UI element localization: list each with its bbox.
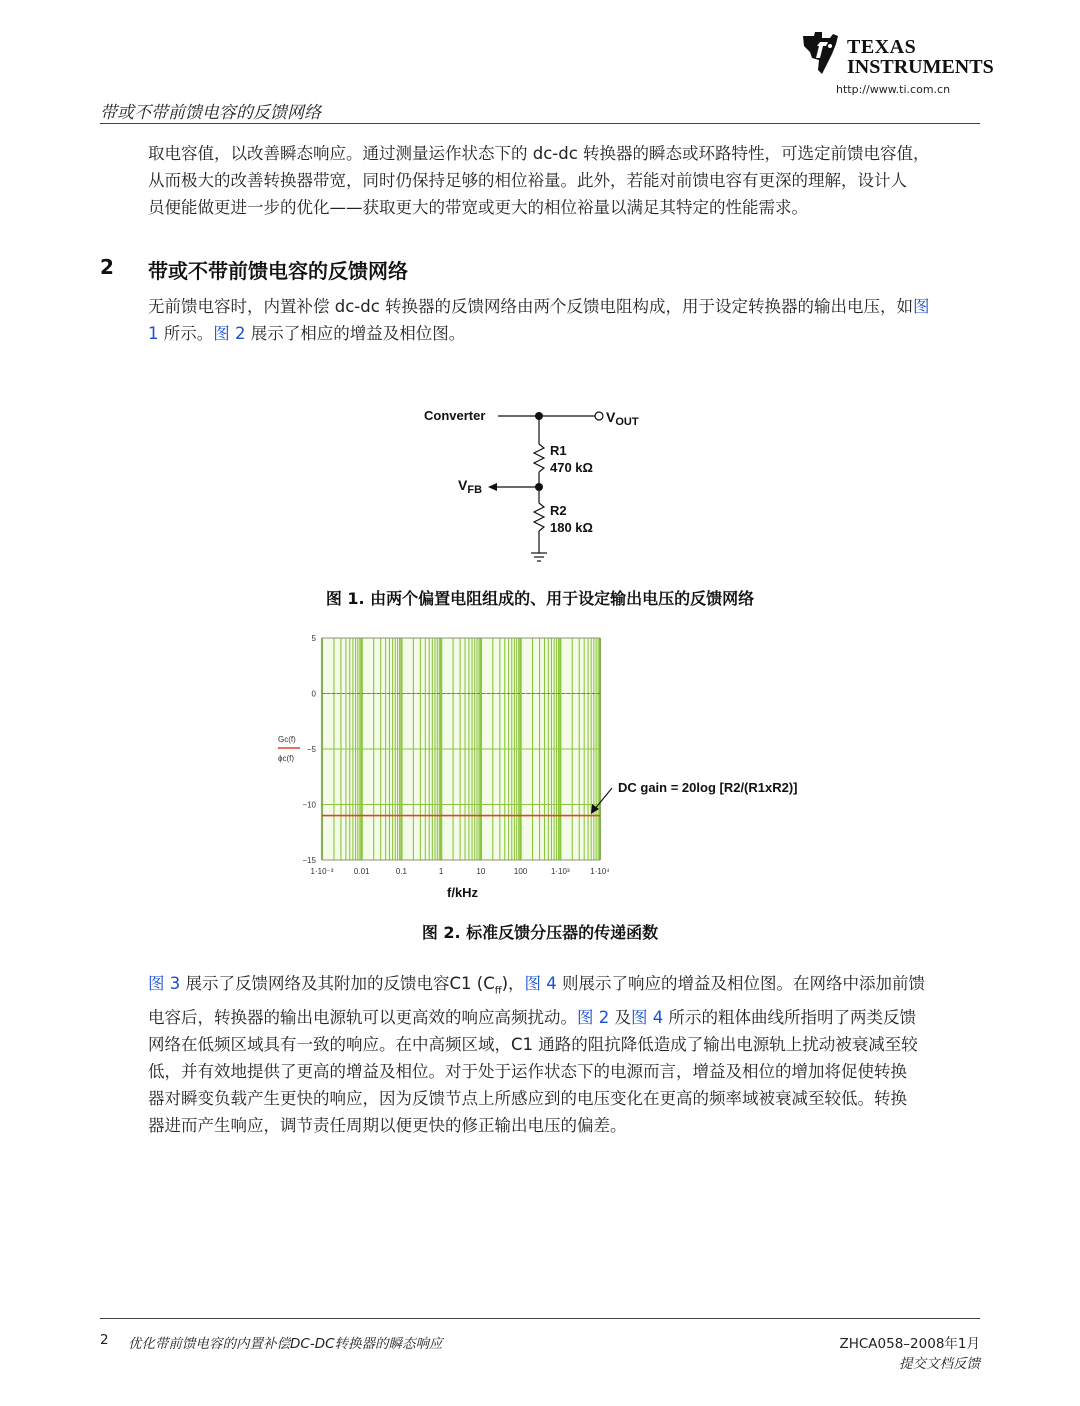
figure-1-link-part[interactable]: 图 [913,297,930,316]
body2-line-4: 低，并有效地提供了更高的增益及相位。对于处于运作状态下的电源而言，增益及相位的增加将促使转换 [148,1062,907,1082]
running-header-title: 带或不带前馈电容的反馈网络 [100,103,321,123]
logo-text-texas: TEXAS [847,36,917,58]
legend-gain: Gc(f) [278,735,296,744]
x-tick-label: 100 [513,867,528,876]
ti-logo [800,30,994,80]
figure-4-link-b[interactable]: 图 4 [631,1008,664,1028]
resistor-r2 [534,503,544,531]
y-tick-label: 5 [311,634,316,643]
header-rule [100,123,980,124]
figure-2-chart [270,630,830,910]
body2-text-1c: 则展示了响应的增益及相位图。在网络中添加前馈 [556,974,926,993]
body2-line-5: 器对瞬变负载产生更快的响应，因为反馈节点上所感应到的电压变化在更高的频率域被衰减至较低。转换 [148,1089,907,1109]
converter-label: Converter [424,408,486,423]
header-url[interactable]: http://www.ti.com.cn [836,83,951,96]
r2-value: 180 kΩ [550,520,593,535]
section-para-text-3: 展示了相应的增益及相位图。 [245,324,466,343]
figure-1-link-number[interactable]: 1 [148,324,159,343]
legend-phase: ϕc(f) [278,754,295,763]
ground-icon [531,553,547,561]
body2-text-1a: 展示了反馈网络及其附加的反馈电容C1 (C [180,974,495,993]
section-para-line-1 [148,293,988,320]
chart-grid [322,638,600,860]
vout-terminal [595,412,603,420]
footer-doc-id: ZHCA058–2008年1月 [839,1336,980,1352]
figure-4-link[interactable]: 图 4 [524,974,557,993]
section-para-text-2: 所示。 [158,324,214,343]
y-tick-label: −5 [306,745,316,754]
y-tick-label: −15 [302,856,316,865]
x-tick-label: 1·10³ [550,867,570,876]
y-tick-label: 0 [311,689,316,699]
figure-1-caption: 图 1. 由两个偏置电阻组成的、用于设定输出电压的反馈网络 [325,589,755,608]
body2-text-1b: )， [501,974,525,993]
r1-name: R1 [550,443,567,458]
r2-name: R2 [550,503,567,518]
x-tick-label: 0.01 [353,867,370,876]
figure-2-link-b[interactable]: 图 2 [577,1008,610,1028]
footer-page-number: 2 [100,1332,109,1348]
body2-sub-ff: ff [494,985,502,997]
x-axis-label: f/kHz [447,885,479,900]
body2-text-2c: 所示的粗体曲线所指明了两类反馈 [663,1008,916,1028]
vfb-label: $V_{FB}$ [458,477,483,496]
x-tick-label: 1·10⁴ [590,867,610,876]
footer-doc-title: 优化带前馈电容的内置补偿DC-DC转换器的瞬态响应 [128,1336,443,1352]
figure-2-link[interactable]: 图 2 [213,324,246,343]
figure-3-link[interactable]: 图 3 [148,974,181,993]
resistor-r1 [534,444,544,472]
body2-line-3: 网络在低频区域具有一致的响应。在中高频区域，C1 通路的阻抗降低造成了输出电源轨上扰动被衰减至较 [148,1035,918,1055]
section-para-line-2 [148,320,988,347]
body2-text-2a: 电容后，转换器的输出电源轨可以更高效的响应高频扰动。 [148,1008,577,1028]
vout-label: $V_{OUT}$ [606,409,639,428]
logo-text-instruments: INSTRUMENTS [847,56,994,78]
x-tick-label: 1 [438,867,444,876]
figure-1-schematic [410,400,710,580]
body2-line-1 [148,970,988,1004]
figure-2-caption: 图 2. 标准反馈分压器的传递函数 [421,923,659,942]
intro-line-3: 员便能做更进一步的优化——获取更大的带宽或更大的相位裕量以满足其特定的性能需求。 [148,198,808,217]
section-title: 带或不带前馈电容的反馈网络 [148,259,408,283]
section-paragraph [148,293,988,347]
r1-value: 470 kΩ [550,460,593,475]
x-tick-label: 10 [476,867,486,876]
footer-rule [100,1318,980,1319]
vfb-arrow [488,483,497,491]
submit-feedback-link[interactable]: 提交文档反馈 [899,1356,980,1372]
body2-text-2b: 及 [609,1008,631,1028]
body2-line-2 [148,1004,988,1031]
intro-line-1: 取电容值，以改善瞬态响应。通过测量运作状态下的 dc-dc 转换器的瞬态或环路特性，可选定前馈电容值， [148,144,930,163]
body-paragraph-2 [148,970,988,1139]
x-tick-label: 1·10⁻³ [310,867,334,876]
x-tick-label: 0.1 [395,867,407,876]
section-para-text: 无前馈电容时，内置补偿 dc-dc 转换器的反馈网络由两个反馈电阻构成，用于设定转换器的输出电压，如 [148,297,914,316]
ti-logo-icon [800,30,844,76]
y-tick-label: −10 [302,800,316,810]
intro-paragraph [148,140,988,221]
intro-line-2: 从而极大的改善转换器带宽，同时仍保持足够的相位裕量。此外，若能对前馈电容有更深的理解，设计人 [148,171,907,190]
section-number: 2 [100,255,114,279]
body2-line-6: 器进而产生响应，调节责任周期以便更快的修正输出电压的偏差。 [148,1116,627,1136]
dc-gain-annotation: DC gain = 20log [R2/(R1xR2)] [618,780,798,795]
